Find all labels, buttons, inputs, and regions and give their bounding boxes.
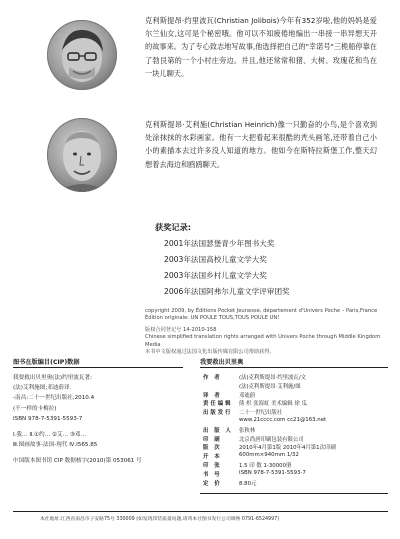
colophon-key: 印 刷 xyxy=(203,436,222,443)
colophon-row xyxy=(203,417,336,426)
colophon-row xyxy=(203,399,336,408)
colophon-value: 二十一世纪出版社 xyxy=(239,410,283,417)
award-item: 2006年法国阿弗尔儿童文学评审团奖 xyxy=(164,287,290,296)
colophon-key xyxy=(203,417,239,426)
cip-line: ISBN 978-7-5391-5593-7 xyxy=(13,415,83,422)
colophon-title: 我要救出贝里奥 xyxy=(200,359,244,366)
author2-photo-icon xyxy=(47,118,117,192)
colophon-key: 出 版 人 xyxy=(203,427,233,434)
colophon-bottom-rule xyxy=(200,493,388,494)
colophon-key: 译 者 xyxy=(203,392,222,399)
cip-line: (法)艾利施图;邓迪蔚译. xyxy=(13,385,72,392)
cip-top-rule xyxy=(13,367,183,368)
colophon-value: (法)克利斯提昂·约里波瓦/文 xyxy=(239,375,307,381)
copyright-block xyxy=(145,308,390,356)
colophon-block xyxy=(203,373,336,487)
colophon-row xyxy=(203,426,336,435)
colophon-value: 熊 炽 张海虹 美术编辑 徐 瓜 xyxy=(239,401,307,408)
colophon-value: 2010年4月第1版 2010年4月第1次印刷 xyxy=(239,445,336,452)
colophon-value: www.21cccc.com cc21@163.net xyxy=(239,416,327,423)
colophon-value: 北京尚唐印刷包装有限公司 xyxy=(239,436,304,443)
cip-line: -南昌:二十一世纪出版社,2010.4 xyxy=(13,395,95,402)
colophon-key: 开 本 xyxy=(203,454,222,461)
author1-photo-icon xyxy=(47,20,117,90)
cip-line: (不一样的卡梅拉) xyxy=(13,405,57,412)
cip-line: Ⅲ.图画故事-法国-现代 Ⅳ.I565.85 xyxy=(13,442,98,449)
award-item: 2003年法国高校儿童文学大奖 xyxy=(164,255,267,264)
colophon-key: 书 号 xyxy=(203,471,222,478)
colophon-top-rule xyxy=(200,367,388,368)
colophon-value: ISBN 978-7-5391-5593-7 xyxy=(239,469,306,476)
colophon-value: 1.5 印 数 1-30000册 xyxy=(239,462,292,469)
colophon-key: 作 者 xyxy=(203,375,222,381)
copyright-line: copyright 2009, by Éditions Pocket Jeunesse, département d'Univers Poche – Paris,France xyxy=(145,308,378,314)
colophon-key: 印 张 xyxy=(203,462,222,469)
cip-title: 图书在版编目(CIP)数据 xyxy=(13,359,80,366)
cip-line: 我要救出贝里奥(法)约里波瓦著; xyxy=(13,375,92,381)
colophon-key xyxy=(203,382,239,391)
author2-bio: 克利斯提昂·艾利施(Christian Heinrich)像一只勤奋的小鸟,是个喜欢到处涂抹抹的水彩画家。他有一大把看起来很酷的秃头画笔,还带着自己小小的素描本去过许多没人知道的地方。他如今在斯特拉斯堡工作,整天幻想着去海边和鸥鸥聊天。 xyxy=(145,120,377,169)
colophon-row xyxy=(203,461,336,470)
colophon-row xyxy=(203,408,336,417)
colophon-row xyxy=(203,373,336,382)
cip-line: 中国版本图书馆 CIP 数据核字(2010)第 053061 号 xyxy=(13,458,142,465)
author1-bio: 克利斯提昂·约里波瓦(Christian Jolibois)今年有352岁啦,他的妈妈是爱尔兰仙女,这可是个秘密哦。他可以不知疲倦地编出一串接一串异想天开的故事来。为了专心致志地写故事,他选择把自己的"幸诺号"三桅船停靠在了勃艮第的一个小村庄旁边。并且,他还常常和猪、大树、玫瑰花和鸟在一块儿聊天。 xyxy=(145,16,377,78)
colophon-key: 出版发行 xyxy=(203,410,233,417)
colophon-key: 版 次 xyxy=(203,445,222,452)
author2-portrait xyxy=(47,118,117,192)
colophon-row xyxy=(203,479,336,488)
colophon-value: 600mm×940mm 1/32 xyxy=(239,452,299,459)
award-item: 2003年法国乡村儿童文学大奖 xyxy=(164,271,267,280)
colophon-row xyxy=(203,391,336,400)
colophon-row xyxy=(203,435,336,444)
author1-portrait xyxy=(47,20,117,90)
copyright-line: 版权合同登记号 14-2010-158 xyxy=(145,326,217,333)
footer-note: 本社地址:江西省南昌市子安路75号 330009 (如发现印装质量问题,请寄本社图书发行公司调换 0791-6524997) xyxy=(40,517,280,522)
colophon-value: 邓迪蔚 xyxy=(239,392,256,399)
copyright-line: 本书中文版权通过法国文化出版传媒有限公司帮助获得。 xyxy=(145,349,275,356)
colophon-row xyxy=(203,452,336,461)
colophon-row xyxy=(203,443,336,452)
colophon-row xyxy=(203,470,336,479)
colophon-key: 定 价 xyxy=(203,480,222,487)
colophon-key: 责任编辑 xyxy=(203,401,233,408)
copyright-line: Édition originale: UN POULE TOUS,TOUS POULE UN! xyxy=(145,315,280,322)
cip-line: Ⅰ.我… Ⅱ.①约… ②艾… ③邓… xyxy=(13,432,87,439)
footer-rule xyxy=(13,511,388,512)
colophon-row xyxy=(203,382,336,391)
awards-title: 获奖记录: xyxy=(155,222,192,232)
colophon-value: 张秋林 xyxy=(239,427,256,434)
award-item: 2001年法国瑟堡青少年图书大奖 xyxy=(164,239,275,248)
colophon-value: (法)克利斯提昂·艾利施/图 xyxy=(239,383,301,390)
colophon-table xyxy=(203,373,336,487)
cip-block xyxy=(13,373,188,467)
colophon-value: 8.80元 xyxy=(239,480,257,487)
awards-list xyxy=(164,236,384,300)
copyright-line: Chinese simplified translation rights arranged with Univers Poche through Middle Kingdom Media xyxy=(145,334,381,348)
